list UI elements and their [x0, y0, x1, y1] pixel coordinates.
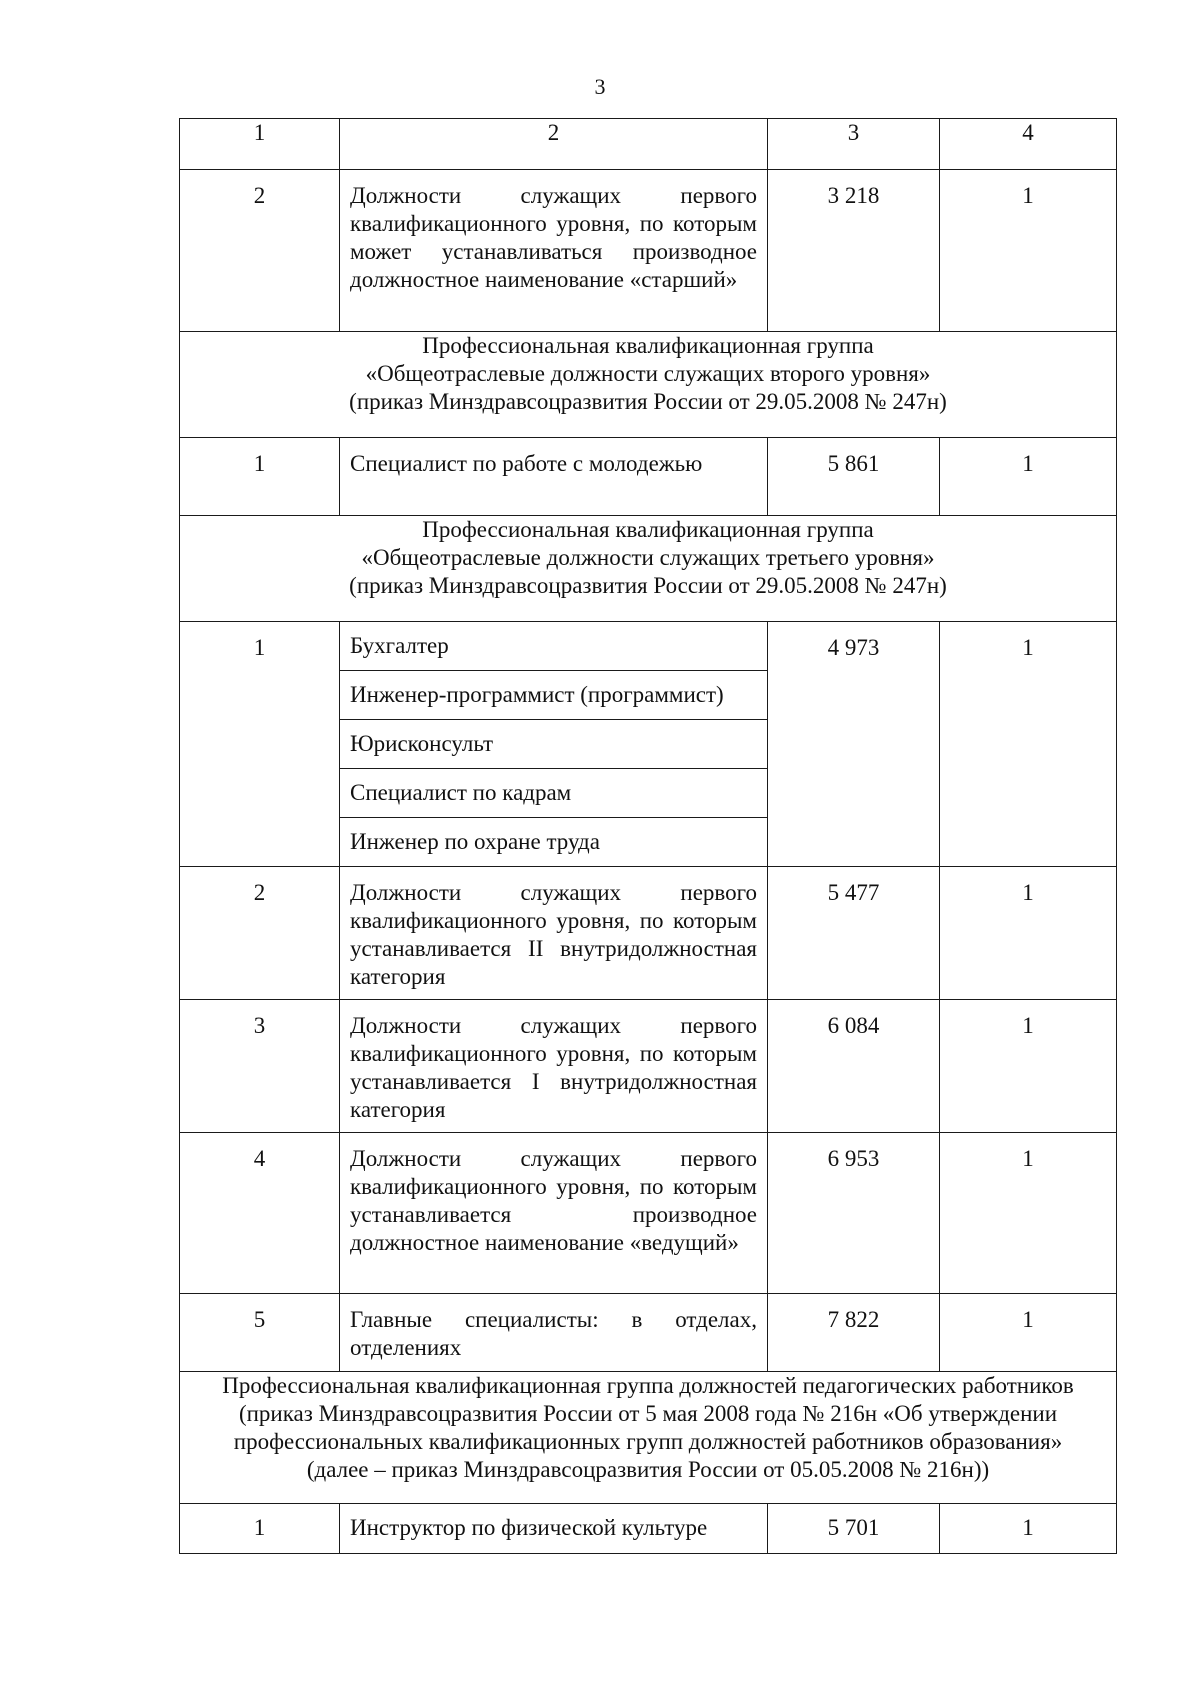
position-name: Бухгалтер — [350, 633, 449, 658]
position-name: Инструктор по физической культуре — [350, 1515, 708, 1540]
salary-value: 5 701 — [827, 1515, 880, 1540]
group-heading-line: (приказ Минздравсоцразвития России от 29.05.2008 № 247н) — [349, 573, 947, 598]
coefficient-value: 1 — [1022, 183, 1034, 208]
row-number: 3 — [253, 1013, 266, 1038]
group-heading-line: Профессиональная квалификационная группа — [422, 333, 874, 358]
salary-value: 6 084 — [827, 1013, 880, 1038]
salary-value: 5 477 — [827, 880, 880, 905]
position-name: Специалист по работе с молодежью — [350, 451, 703, 476]
coefficient-value: 1 — [1022, 1515, 1034, 1540]
group-heading-line: Профессиональная квалификационная группа — [422, 517, 874, 542]
position-name: Инженер-программист (программист) — [350, 682, 724, 707]
group-heading-line: профессиональных квалификационных групп должностей работников образования» — [233, 1429, 1063, 1454]
position-name: Должности служащих первого квалификационного уровня, по которым устанавливается I внутридолжностная категория — [350, 1013, 757, 1122]
position-name: Должности служащих первого квалификационного уровня, по которым устанавливается II внутридолжностная категория — [350, 880, 757, 989]
group-heading-line: (приказ Минздравсоцразвития России от 29.05.2008 № 247н) — [349, 389, 947, 414]
position-name: Инженер по охране труда — [350, 829, 600, 854]
position-name: Должности служащих первого квалификационного уровня, по которым может устанавливаться производное должностное наименование «старший» — [350, 183, 757, 292]
group-heading-line: «Общеотраслевые должности служащих второго уровня» — [365, 361, 931, 386]
row-number: 5 — [253, 1307, 266, 1332]
coefficient-value: 1 — [1022, 635, 1034, 660]
header-col-2: 2 — [340, 119, 768, 170]
table-row — [180, 1294, 1117, 1372]
row-number: 2 — [253, 183, 266, 208]
salary-value: 6 953 — [827, 1146, 880, 1171]
salary-value: 7 822 — [827, 1307, 880, 1332]
coefficient-value: 1 — [1022, 1146, 1034, 1171]
qualification-table — [179, 118, 1117, 1554]
table-row — [180, 170, 1117, 332]
group-heading-line: «Общеотраслевые должности служащих третьего уровня» — [361, 545, 935, 570]
group-heading-line: Профессиональная квалификационная группа должностей педагогических работников — [222, 1373, 1074, 1398]
page-number: 3 — [594, 74, 606, 99]
position-name: Юрисконсульт — [350, 731, 494, 756]
table-header-row — [180, 119, 1117, 170]
group-heading-row — [180, 1372, 1117, 1504]
coefficient-value: 1 — [1022, 1307, 1034, 1332]
position-name: Главные специалисты: в отделах, отделениях — [350, 1307, 757, 1360]
group-heading-row — [180, 332, 1117, 438]
table-row — [180, 867, 1117, 1000]
salary-value: 3 218 — [827, 183, 880, 208]
table-row — [180, 1504, 1117, 1554]
table-row — [180, 622, 1117, 671]
position-name: Должности служащих первого квалификационного уровня, по которым устанавливается производное должностное наименование «ведущий» — [350, 1146, 757, 1255]
group-heading-row — [180, 516, 1117, 622]
table-row — [180, 1133, 1117, 1294]
coefficient-value: 1 — [1022, 1013, 1034, 1038]
row-number: 1 — [253, 451, 266, 476]
group-heading-line: (далее – приказ Минздравсоцразвития России от 05.05.2008 № 216н)) — [306, 1457, 990, 1482]
table-row — [180, 438, 1117, 516]
table-row — [180, 1000, 1117, 1133]
header-col-3: 3 — [768, 119, 940, 170]
group-heading-line: (приказ Минздравсоцразвития России от 5 мая 2008 года № 216н «Об утверждении — [238, 1401, 1058, 1426]
row-number: 4 — [253, 1146, 266, 1171]
header-col-1: 1 — [180, 119, 340, 170]
coefficient-value: 1 — [1022, 880, 1034, 905]
position-name: Специалист по кадрам — [350, 780, 572, 805]
row-number: 1 — [253, 635, 266, 660]
salary-value: 5 861 — [827, 451, 880, 476]
salary-value: 4 973 — [827, 635, 880, 660]
row-number: 1 — [253, 1515, 266, 1540]
header-col-4: 4 — [940, 119, 1117, 170]
row-number: 2 — [253, 880, 266, 905]
coefficient-value: 1 — [1022, 451, 1034, 476]
